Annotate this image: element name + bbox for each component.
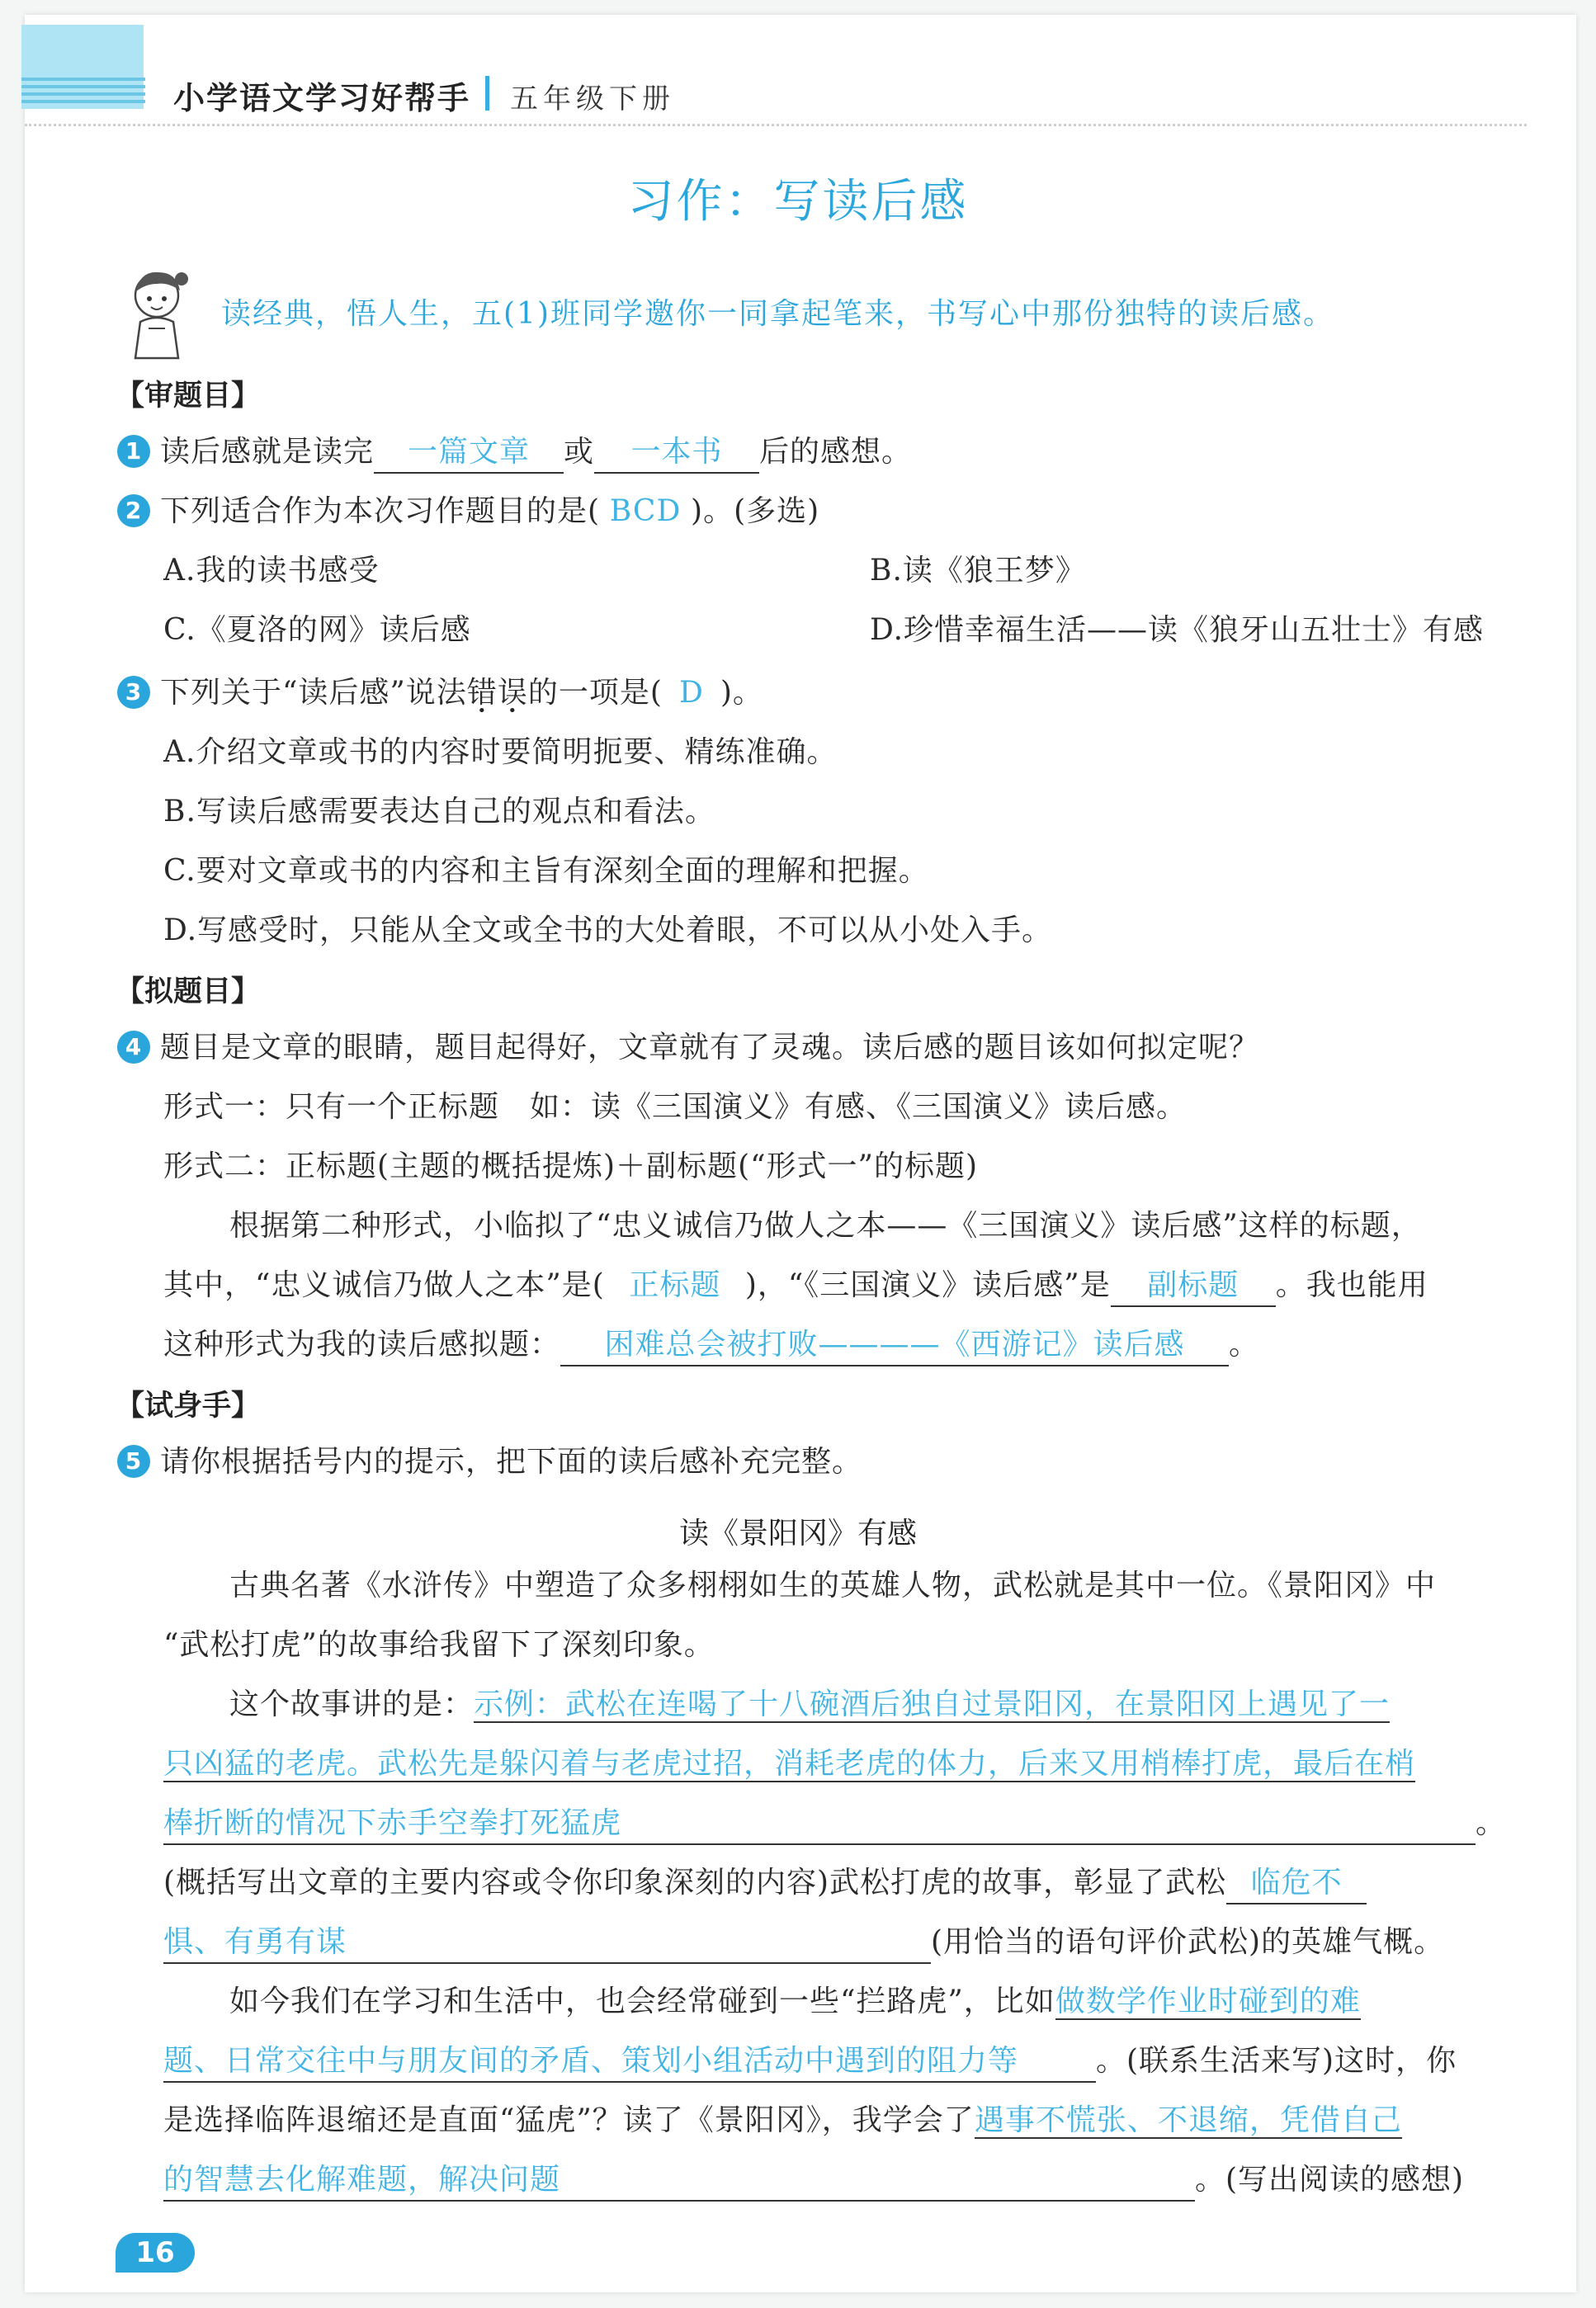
q3-emphasis-2: 误 bbox=[497, 676, 528, 710]
q3-option-b: B.写读后感需要表达自己的观点和看法。 bbox=[163, 795, 715, 828]
essay-line-7 bbox=[163, 1923, 1444, 1964]
q4-prompt: 题目是文章的眼睛，题目起得好，文章就有了灵魂。读后感的题目该如何拟定呢？ bbox=[160, 1031, 1260, 1064]
q3-prompt-end: 的一项是( bbox=[527, 676, 663, 710]
essay-answer-reflection-1[interactable]: 遇事不慌张、不退缩，凭借自己 bbox=[974, 2103, 1402, 2137]
q1-prompt: 读后感就是读完 bbox=[160, 435, 375, 469]
essay-line-11-end: 。(写出阅读的感想) bbox=[1195, 2163, 1465, 2197]
essay-answer-summary-1[interactable]: 示例：武松在连喝了十八碗酒后独自过景阳冈，在景阳冈上遇见了一 bbox=[474, 1687, 1391, 1721]
essay-line-7-end: (用恰当的语句评价武松)的英雄气概。 bbox=[931, 1925, 1445, 1959]
q1-suffix: 后的感想。 bbox=[759, 435, 913, 469]
question-number-3: 3 bbox=[117, 676, 150, 709]
q4-p3-start: 这种形式为我的读后感拟题： bbox=[163, 1328, 561, 1362]
page-number: 16 bbox=[116, 2233, 195, 2273]
q2-option-c: C.《夏洛的网》读后感 bbox=[163, 613, 471, 647]
intro-text: 读经典，悟人生，五(1)班同学邀你一同拿起笔来，书写心中那份独特的读后感。 bbox=[221, 297, 1334, 331]
q3-suffix: )。 bbox=[720, 676, 763, 710]
header-divider bbox=[485, 76, 489, 111]
essay-answer-life-2[interactable]: 题、日常交往中与朋友间的矛盾、策划小组活动中遇到的阻力等 bbox=[163, 2041, 1096, 2083]
girl-illustration-icon bbox=[116, 262, 198, 361]
question-number-4: 4 bbox=[117, 1031, 150, 1064]
q4-form-two: 形式二：正标题(主题的概括提炼)＋副标题(“形式一”的标题) bbox=[163, 1149, 978, 1183]
essay-line-3 bbox=[229, 1685, 1390, 1725]
essay-line-8 bbox=[229, 1982, 1361, 2022]
essay-line-10-prompt: 是选择临阵退缩还是直面“猛虎”？读了《景阳冈》，我学会了 bbox=[163, 2103, 975, 2137]
essay-line-9 bbox=[163, 2041, 1457, 2083]
q3-answer[interactable]: D bbox=[678, 676, 704, 710]
essay-answer-summary-2[interactable]: 只凶猛的老虎。武松先是躲闪着与老虎过招，消耗老虎的体力，后来又用梢棒打虎，最后在梢 bbox=[163, 1747, 1416, 1781]
essay-line-5 bbox=[163, 1804, 1506, 1845]
essay-line-10 bbox=[163, 2101, 1402, 2140]
q1-or: 或 bbox=[564, 435, 595, 469]
q3-prompt: 下列关于“读后感”说法 bbox=[160, 676, 467, 710]
q3-option-a: A.介绍文章或书的内容时要简明扼要、精练准确。 bbox=[163, 735, 838, 769]
q2-option-b: B.读《狼王梦》 bbox=[870, 554, 1086, 588]
book-title: 小学语文学习好帮手 bbox=[173, 80, 471, 116]
question-number-5: 5 bbox=[117, 1445, 150, 1478]
section-heading-review: 【审题目】 bbox=[116, 380, 261, 413]
question-1 bbox=[117, 432, 912, 474]
q4-form-one: 形式一：只有一个正标题 如：读《三国演义》有感、《三国演义》读后感。 bbox=[163, 1090, 1188, 1124]
question-number-2: 2 bbox=[117, 494, 150, 527]
essay-answer-summary-3[interactable]: 棒折断的情况下赤手空拳打死猛虎 bbox=[163, 1804, 1476, 1845]
essay-answer-reflection-2[interactable]: 的智慧去化解难题，解决问题 bbox=[163, 2160, 1195, 2202]
essay-line-4 bbox=[163, 1744, 1415, 1784]
q4-p2-end: 。我也能用 bbox=[1275, 1268, 1428, 1302]
essay-line-1: 古典名著《水浒传》中塑造了众多栩栩如生的英雄人物，武松就是其中一位。《景阳冈》中 bbox=[229, 1569, 1437, 1602]
q3-option-d: D.写感受时，只能从全文或全书的大处着眼，不可以从小处入手。 bbox=[163, 913, 1053, 947]
question-2 bbox=[117, 492, 819, 531]
q1-answer-2[interactable]: 一本书 bbox=[594, 432, 759, 474]
header-dotted-rule bbox=[25, 124, 1527, 126]
essay-line-8-prompt: 如今我们在学习和生活中，也会经常碰到一些“拦路虎”，比如 bbox=[229, 1985, 1055, 2018]
essay-line-2: “武松打虎”的故事给我留下了深刻印象。 bbox=[163, 1628, 715, 1662]
essay-title: 读《景阳冈》有感 bbox=[678, 1517, 917, 1550]
question-number-1: 1 bbox=[117, 435, 150, 468]
essay-line-3-prompt: 这个故事讲的是： bbox=[229, 1687, 475, 1721]
q2-option-a: A.我的读书感受 bbox=[163, 554, 380, 588]
q4-paragraph-3 bbox=[163, 1325, 1259, 1366]
q1-answer-1[interactable]: 一篇文章 bbox=[374, 432, 564, 474]
q5-prompt: 请你根据括号内的提示，把下面的读后感补充完整。 bbox=[160, 1445, 863, 1479]
q4-answer-1[interactable]: 正标题 bbox=[629, 1268, 721, 1302]
header-stripes bbox=[21, 78, 145, 111]
grade-label: 五年级下册 bbox=[510, 83, 675, 116]
section-heading-practice: 【试身手】 bbox=[116, 1390, 261, 1423]
q2-option-d: D.珍惜幸福生活——读《狼牙山五壮士》有感 bbox=[870, 613, 1485, 647]
essay-line-11 bbox=[163, 2160, 1464, 2202]
q2-suffix: )。(多选) bbox=[691, 494, 820, 528]
question-5 bbox=[117, 1442, 862, 1482]
essay-answer-evaluation-1[interactable]: 临危不 bbox=[1226, 1863, 1367, 1904]
question-4 bbox=[117, 1028, 1259, 1068]
page-title: 习作：写读后感 bbox=[627, 175, 969, 229]
essay-line-6 bbox=[163, 1863, 1367, 1904]
q3-option-c: C.要对文章或书的内容和主旨有深刻全面的理解和把握。 bbox=[163, 854, 929, 888]
essay-line-5-end: 。 bbox=[1476, 1806, 1507, 1840]
q4-p3-end: 。 bbox=[1229, 1328, 1260, 1362]
q4-p2-start: 其中，“忠义诚信乃做人之本”是( bbox=[163, 1268, 605, 1302]
q4-answer-2[interactable]: 副标题 bbox=[1111, 1266, 1276, 1307]
q4-answer-3[interactable]: 困难总会被打败————《西游记》读后感 bbox=[560, 1325, 1229, 1366]
essay-answer-life-1[interactable]: 做数学作业时碰到的难 bbox=[1055, 1985, 1361, 2018]
essay-line-6-prompt: (概括写出文章的主要内容或令你印象深刻的内容)武松打虎的故事，彰显了武松 bbox=[163, 1866, 1227, 1900]
q2-prompt: 下列适合作为本次习作题目的是( bbox=[160, 494, 601, 528]
q3-emphasis-1: 错 bbox=[466, 676, 498, 710]
q4-paragraph-2 bbox=[163, 1266, 1428, 1307]
section-heading-titling: 【拟题目】 bbox=[116, 975, 261, 1008]
essay-line-9-end: 。(联系生活来写)这时，你 bbox=[1096, 2044, 1457, 2078]
q4-p2-mid: )，“《三国演义》读后感”是 bbox=[744, 1268, 1111, 1302]
q2-answer[interactable]: BCD bbox=[609, 494, 682, 528]
q4-paragraph-1: 根据第二种形式，小临拟了“忠义诚信乃做人之本——《三国演义》读后感”这样的标题， bbox=[229, 1209, 1422, 1243]
question-3 bbox=[117, 673, 763, 713]
essay-answer-evaluation-2[interactable]: 惧、有勇有谋 bbox=[163, 1923, 931, 1964]
